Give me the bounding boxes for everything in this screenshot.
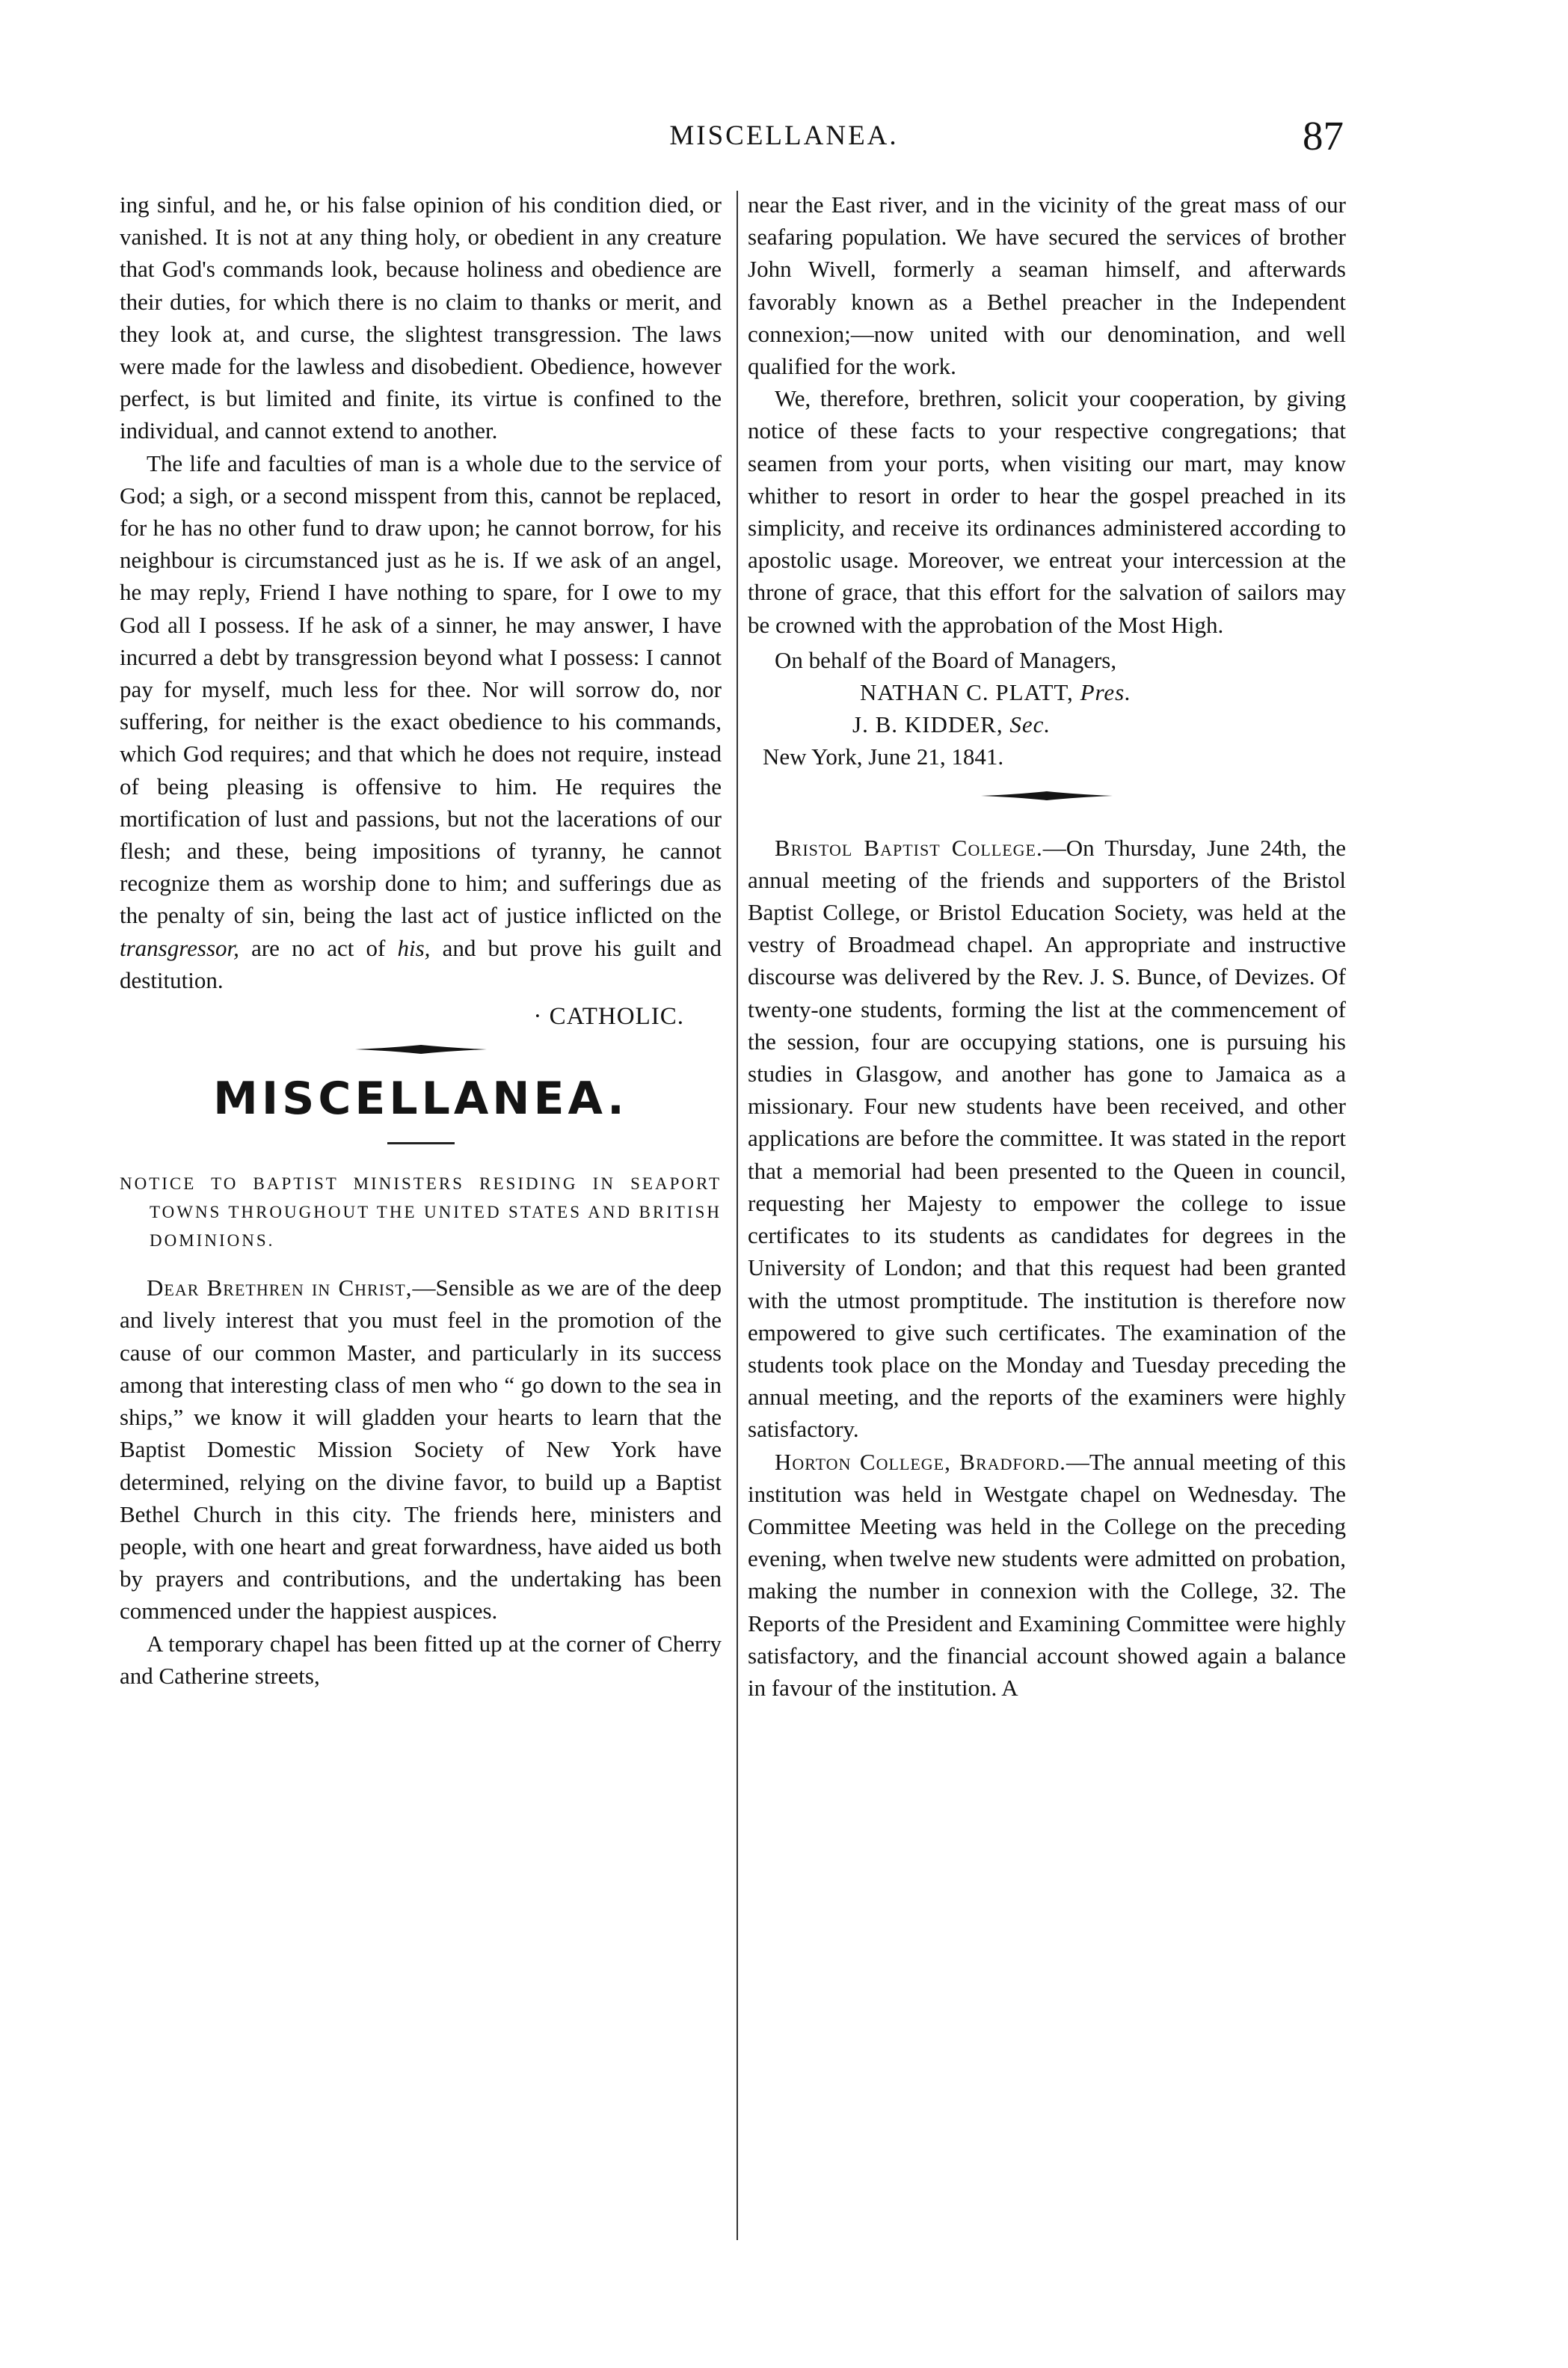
- notice-paragraph-1-text: —Sensible as we are of the deep and lively interest that you must feel in the promotion of the cause of our common Master, and particularly in its success among that interesting class of men who “ go down to the sea in ships,” we know it will gladden your hearts to learn that the Baptist Domestic Mission Society of New York have determined, relying on the divine favor, to build up a Baptist Bethel Church in this city. The friends here, ministers and people, with one heart and great forwardness, have aided us both by prayers and contributions, and the undertaking has been commenced under the happiest auspices.: [120, 1275, 722, 1625]
- notice-paragraph-1: [120, 1272, 722, 1627]
- section-heading-rule: [387, 1142, 455, 1144]
- left-paragraph-2-part-a: The life and faculties of man is a whole due to the service of God; a sigh, or a second misspent from this, cannot be replaced, for he has no other fund to draw upon; he cannot borrow, for his neighbour is circumstanced just as he is. If we ask of an angel, he may reply, Friend I have nothing to spare, for I owe to my God all I possess. If he ask of a sinner, he may answer, I have incurred a debt by transgression beyond what I possess: I cannot pay for myself, much less for thee. Nor will sorrow do, nor suffering, for neither is the exact obedience to his commands, which God requires; and that which he does not require, instead of being pleasing is offensive to him. He requires the mortification of lust and passions, but not the lacerations of our flesh; and these, being impositions of tyranny, he cannot recognize them as worship done to him; and sufferings due as the penalty of sin, being the last act of justice inflicted on the: [120, 450, 722, 929]
- left-column: [120, 188, 722, 1692]
- right-paragraph-2: We, therefore, brethren, solicit your cooperation, by giving notice of these facts to your respective congregations; that seamen from your ports, when visiting our mart, may know whither to resort in order to hear the gospel preached in its simplicity, and receive its ordinances administered according to apostolic usage. Moreover, we entreat your intercession at the throne of grace, that this effort for the salvation of sailors may be crowned with the approbation of the Most High.: [748, 385, 1346, 638]
- section-ornament-icon: [354, 1043, 488, 1055]
- bristol-paragraph: [748, 832, 1346, 1446]
- signature-date: New York, June 21, 1841.: [763, 743, 1004, 770]
- divider-ornament-icon: [980, 790, 1114, 802]
- horton-paragraph: [748, 1446, 1346, 1705]
- right-column: [748, 188, 1346, 1704]
- president-name: NATHAN C. PLATT,: [860, 679, 1074, 706]
- horton-title: Horton College, Bradford.: [775, 1448, 1066, 1475]
- left-paragraph-1: ing sinful, and he, or his false opinion of his condition died, or vanished. It is not at any thing holy, or obedient in any creature that God's commands look, because holiness and obedience are their duties, for which there is no claim to thanks or merit, and they look at, and curse, the slightest transgression. The laws were made for the lawless and disobedient. Obedience, however perfect, is but limited and finite, its virtue is confined to the individual, and cannot extend to another.: [120, 191, 722, 444]
- author-signature: · CATHOLIC.: [533, 1003, 684, 1031]
- notice-heading: NOTICE TO BAPTIST MINISTERS RESIDING IN SEAPORT TOWNS THROUGHOUT THE UNITED STATES AND BRITISH DOMINIONS.: [120, 1174, 722, 1251]
- section-heading: MISCELLANEA.: [213, 1073, 628, 1126]
- column-divider: [737, 191, 738, 2240]
- notice-paragraph-2: A temporary chapel has been fitted up at the corner of Cherry and Catherine streets,: [120, 1630, 722, 1689]
- left-paragraph-2-emphasis-1: transgressor,: [120, 934, 239, 961]
- page-number: 87: [1303, 113, 1344, 159]
- left-paragraph-2-part-b: are no act of: [251, 934, 386, 961]
- president-role: Pres.: [1080, 679, 1131, 706]
- running-head: [0, 112, 1568, 165]
- horton-text: —The annual meeting of this institution was held in Westgate chapel on Wednesday. The Committee Meeting was held in the College on the preceding evening, when twelve new students were admitted on probation, making the number in connexion with the College, 32. The Reports of the President and Examining Committee were highly satisfactory, and the financial account showed again a balance in favour of the institution. A: [748, 1448, 1346, 1701]
- left-paragraph-2: [120, 447, 722, 996]
- left-paragraph-2-part-c: and but prove his guilt and destitution.: [120, 934, 722, 993]
- running-title: MISCELLANEA.: [669, 120, 899, 151]
- left-paragraph-2-emphasis-2: his,: [397, 934, 431, 961]
- bristol-text: —On Thursday, June 24th, the annual meeting of the friends and supporters of the Bristol Baptist College, or Bristol Education Society, was held at the vestry of Broadmead chapel. An appropriate and instructive discourse was delivered by the Rev. J. S. Bunce, of Devizes. Of twenty-one students, forming the list at the commencement of the session, four are occupying stations, one is pursuing his studies in Glasgow, and another has gone to Jamaica as a missionary. Four new students have been received, and other applications are before the committee. It was stated in the report that a memorial had been presented to the Queen in council, requesting her Majesty to empower the college to issue certificates to its students as candidates for degrees in the University of London; and that this request had been granted with the utmost promptitude. The institution is therefore now empowered to give such certificates. The examination of the students took place on the Monday and Tuesday preceding the annual meeting, and the reports of the examiners were highly satisfactory.: [748, 834, 1346, 1443]
- signature-secretary: [748, 708, 1346, 740]
- signature-intro: On behalf of the Board of Managers,: [775, 646, 1117, 673]
- secretary-name: J. B. KIDDER,: [852, 711, 1003, 738]
- bristol-title: Bristol Baptist College.: [775, 834, 1043, 861]
- signature-president: [748, 676, 1346, 708]
- notice-salutation: Dear Brethren in Christ,: [147, 1275, 413, 1301]
- secretary-role: Sec.: [1009, 711, 1051, 738]
- signature-block: [748, 644, 1346, 773]
- right-paragraph-1: near the East river, and in the vicinity of the great mass of our seafaring population. We have secured the services of brother John Wivell, formerly a seaman himself, and afterwards favorably known as a Bethel preacher in the Independent connexion;—now united with our denomination, and well qualified for the work.: [748, 191, 1346, 380]
